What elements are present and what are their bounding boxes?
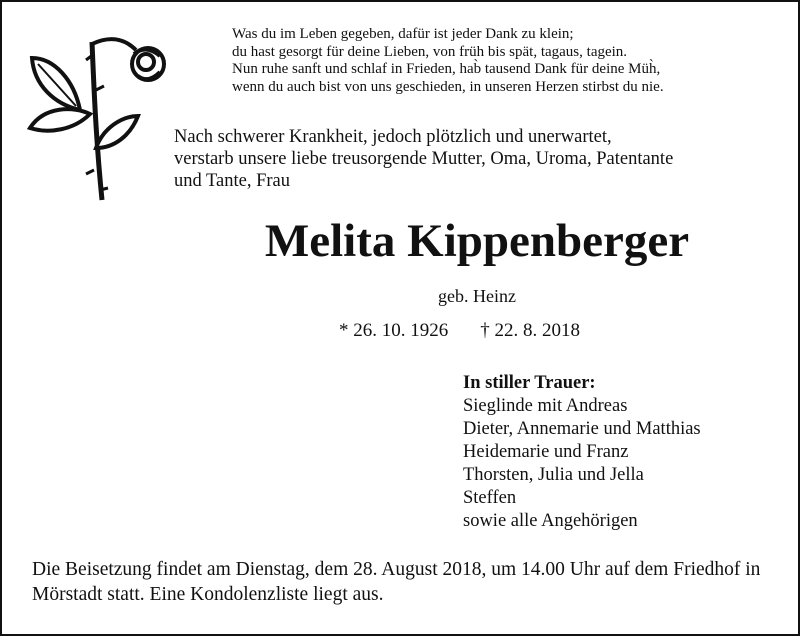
poem-line: Nun ruhe sanft und schlaf in Frieden, hab̀ tausend Dank für deine Müh̀,: [232, 61, 661, 77]
intro-line: und Tante, Frau: [174, 171, 291, 191]
mourner: Thorsten, Julia und Jella: [463, 465, 644, 485]
maiden-name: geb. Heinz: [438, 286, 516, 306]
mourner: Sieglinde mit Andreas: [463, 396, 628, 416]
mourner: sowie alle Angehörigen: [463, 511, 638, 531]
mourners-heading: In stiller Trauer:: [463, 373, 596, 393]
rose-icon: [24, 30, 174, 210]
mourners: [463, 372, 701, 533]
burial-info: Die Beisetzung findet am Dienstag, dem 28. August 2018, um 14.00 Uhr auf dem Friedhof in Mörstadt statt. Eine Kondolenzliste liegt aus.: [32, 559, 761, 605]
life-dates: [339, 320, 612, 342]
intro-text: [174, 126, 673, 192]
birth-date: * 26. 10. 1926: [339, 320, 449, 341]
poem-line: Was du im Leben gegeben, dafür ist jeder Dank zu klein;: [232, 26, 574, 42]
death-date: † 22. 8. 2018: [480, 320, 580, 341]
deceased-name: Melita Kippenberger: [264, 215, 690, 267]
mourner: Steffen: [463, 488, 517, 508]
intro-line: Nach schwerer Krankheit, jedoch plötzlich und unerwartet,: [174, 127, 612, 147]
mourner: Dieter, Annemarie und Matthias: [463, 419, 701, 439]
poem-line: du hast gesorgt für deine Lieben, von früh bis spät, tagaus, tagein.: [232, 43, 628, 60]
poem-line: wenn du auch bist von uns geschieden, in unseren Herzen stirbst du nie.: [232, 78, 664, 95]
mourner: Heidemarie und Franz: [463, 442, 629, 462]
intro-line: verstarb unsere liebe treusorgende Mutter, Oma, Uroma, Patentante: [174, 149, 674, 169]
poem: [232, 26, 664, 96]
